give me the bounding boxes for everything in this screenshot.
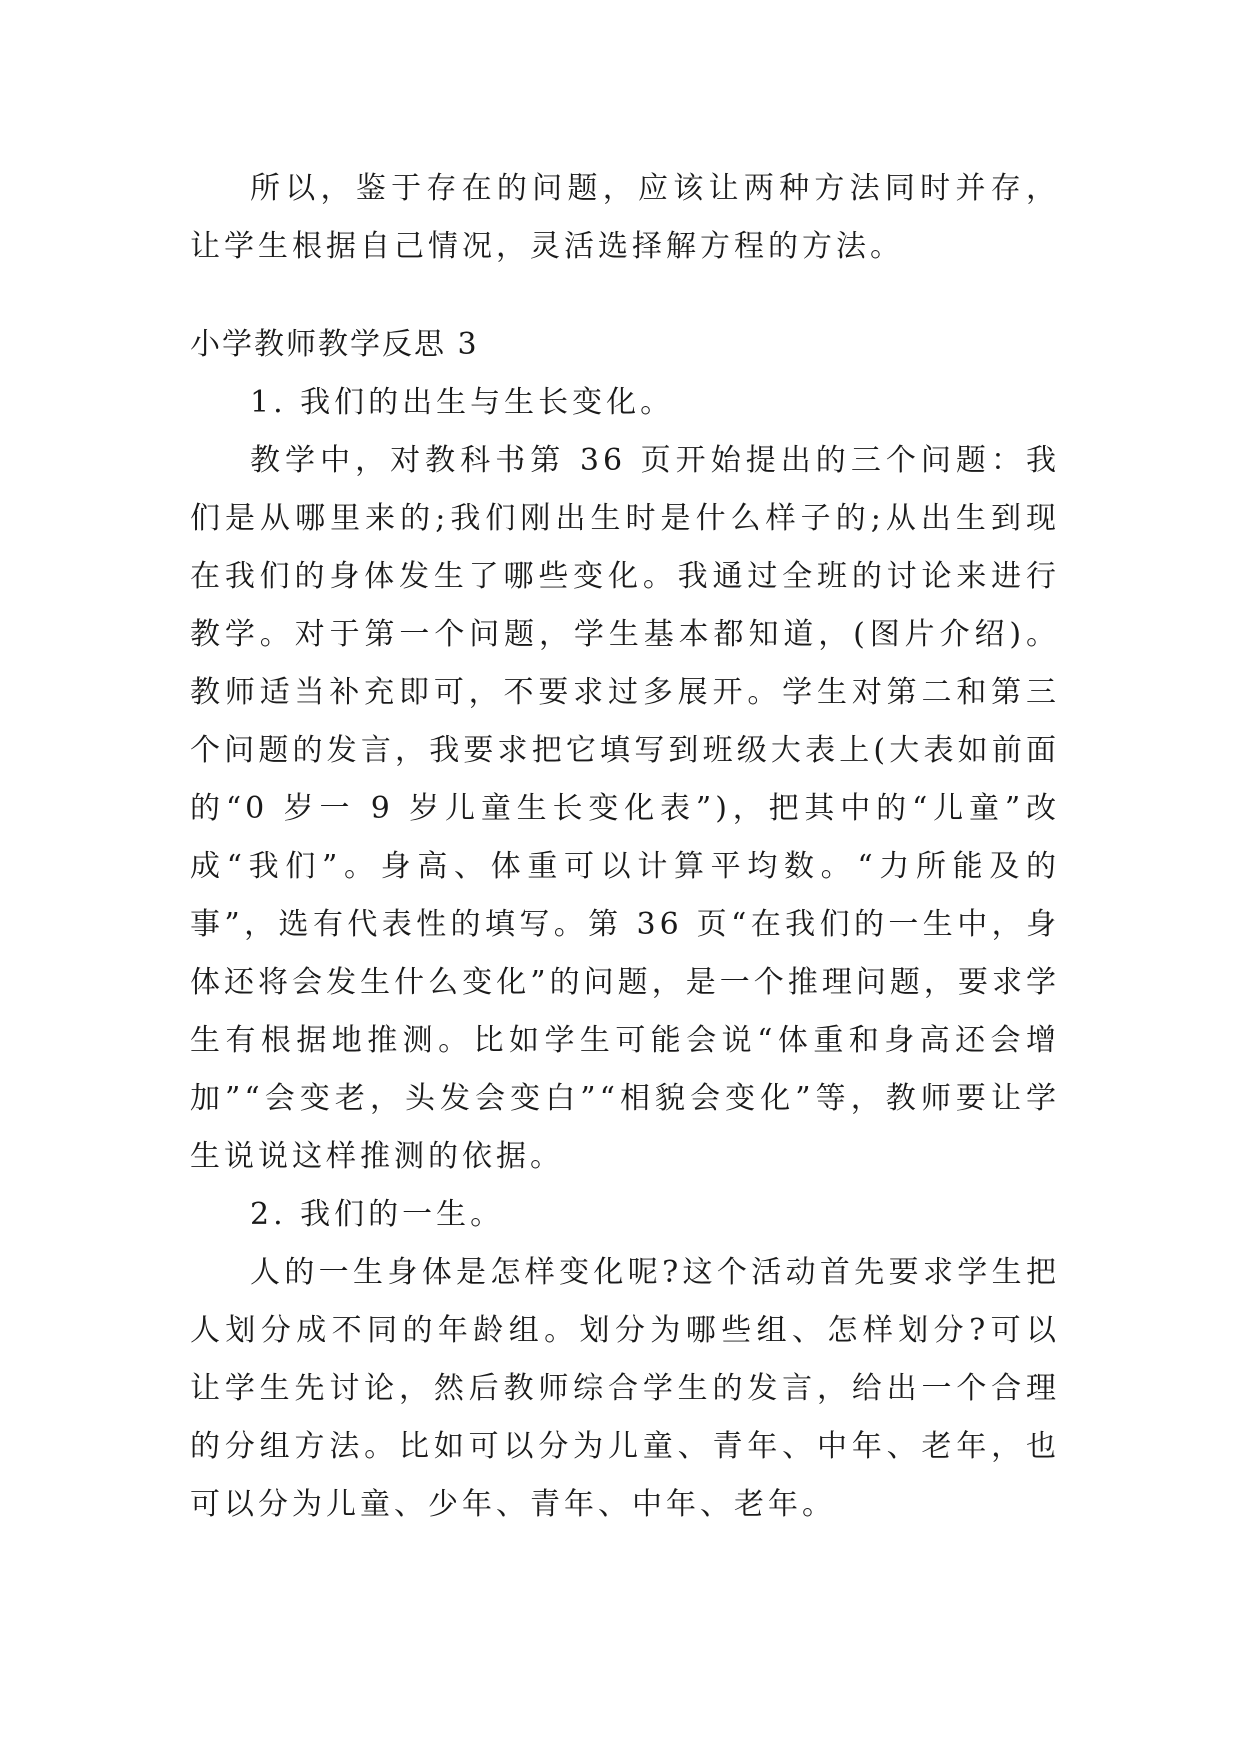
- item2-title: 2. 我们的一生。: [250, 1197, 505, 1232]
- intro-paragraph: 所以，鉴于存在的问题，应该让两种方法同时并存，让学生根据自己情况，灵活选择解方程的方法。: [190, 171, 1060, 264]
- section-title: 小学教师教学反思 3: [190, 327, 479, 362]
- item1-title: 1. 我们的出生与生长变化。: [250, 385, 675, 420]
- item2-body: 人的一生身体是怎样变化呢?这个活动首先要求学生把人划分成不同的年龄组。划分为哪些组、怎样划分?可以让学生先讨论，然后教师综合学生的发言，给出一个合理的分组方法。比如可以分为儿童、青年、中年、老年，也可以分为儿童、少年、青年、中年、老年。: [190, 1255, 1060, 1522]
- item1-body: 教学中，对教科书第 36 页开始提出的三个问题：我们是从哪里来的;我们刚出生时是什么样子的;从出生到现在我们的身体发生了哪些变化。我通过全班的讨论来进行教学。对于第一个问题，学生基本都知道，(图片介绍)。教师适当补充即可，不要求过多展开。学生对第二和第三个问题的发言，我要求把它填写到班级大表上(大表如前面的“0 岁一 9 岁儿童生长变化表”)，把其中的“儿童”改成“我们”。身高、体重可以计算平均数。“力所能及的事”，选有代表性的填写。第 36 页“在我们的一生中，身体还将会发生什么变化”的问题，是一个推理问题，要求学生有根据地推测。比如学生可能会说“体重和身高还会增加”“会变老，头发会变白”“相貌会变化”等，教师要让学生说说这样推测的依据。: [190, 443, 1060, 1174]
- document-content: [190, 160, 1060, 1534]
